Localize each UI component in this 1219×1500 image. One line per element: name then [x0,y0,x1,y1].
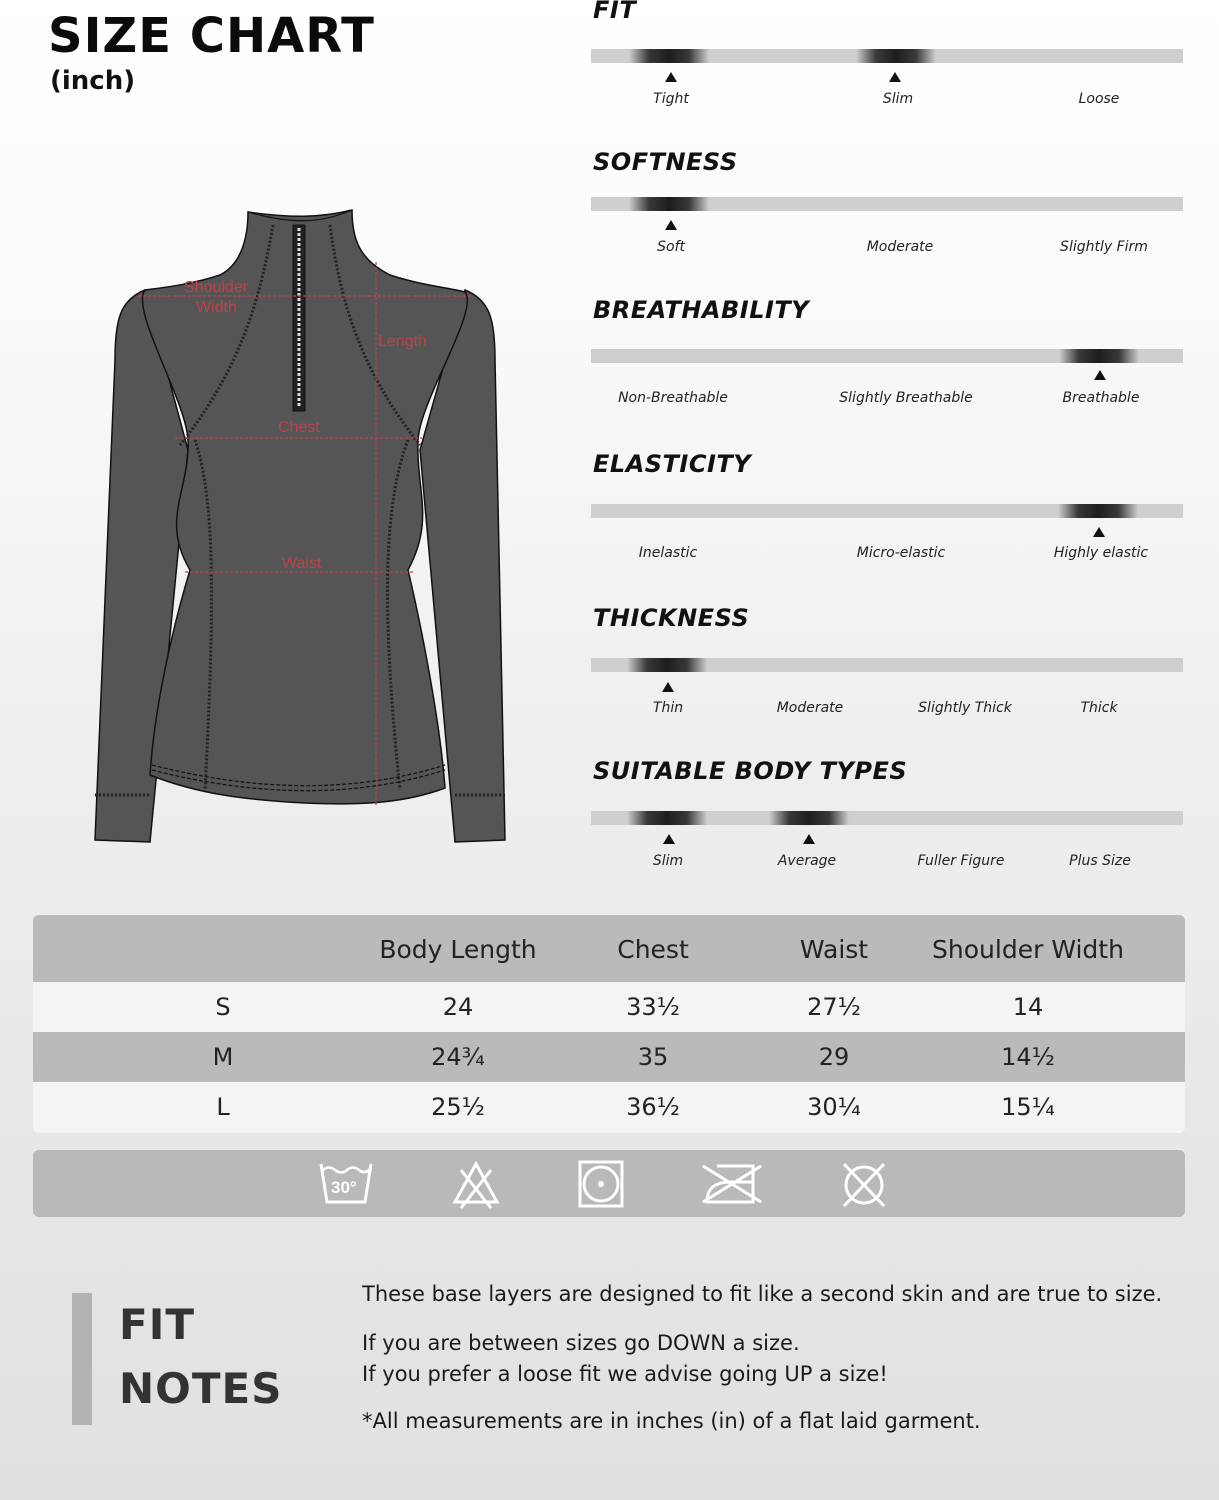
body-types-marker-average [769,811,849,825]
svg-text:30°: 30° [331,1178,357,1197]
header-waist: Waist [799,935,869,964]
size-label: S [215,993,231,1021]
triangle-up-icon [1093,527,1105,537]
fit-marker-slim [856,49,936,63]
fit-bar [591,49,1183,63]
size-table [33,915,1185,1133]
care-instructions-bar [33,1150,1185,1217]
thickness-label-moderate: Moderate [776,700,844,716]
body-types-label-fuller-figure: Fuller Figure [917,853,1005,869]
body-types-marker-slim [627,811,707,825]
elasticity-bar [591,504,1183,518]
fit-note-size-up: If you prefer a loose fit we advise going UP a size! [362,1362,888,1386]
length-label: Length [378,333,427,350]
wash-30-icon [317,1160,377,1208]
header-shoulder-width: Shoulder Width [932,935,1124,964]
waist-value: 29 [818,1043,850,1071]
table-row [33,1082,1185,1133]
fit-label-loose: Loose [1078,91,1120,107]
fit-label-slim: Slim [882,91,914,107]
softness-scale [591,148,1183,268]
no-dry-clean-icon [839,1160,889,1210]
header-chest: Chest [617,935,689,964]
fit-note-size-down: If you are between sizes go DOWN a size. [362,1331,800,1355]
triangle-up-icon [803,834,815,844]
elasticity-scale [591,450,1183,570]
thickness-label-thin: Thin [652,700,684,716]
shoulder-width-value: 14½ [1001,1043,1055,1071]
softness-label-slightly-firm: Slightly Firm [1060,239,1148,255]
tumble-dry-icon [578,1160,624,1208]
body-types-label-slim: Slim [652,853,684,869]
garment-diagram [90,200,520,860]
fit-label-tight: Tight [653,91,689,107]
body-types-bar [591,811,1183,825]
thickness-label-slightly-thick: Slightly Thick [918,700,1012,716]
breathability-marker-breathable [1059,349,1139,363]
breathability-scale [591,296,1183,416]
breathability-label-non-breathable: Non-Breathable [618,390,728,406]
page-title: SIZE CHART [48,8,375,64]
size-label: M [212,1043,234,1071]
body-length-value: 24 [442,993,474,1021]
fit-scale-title: FIT [593,0,637,24]
fit-note-true-to-size: These base layers are designed to fit like a second skin and are true to size. [362,1282,1163,1306]
breathability-scale-title: BREATHABILITY [593,296,810,324]
body-types-scale-title: SUITABLE BODY TYPES [593,757,908,785]
triangle-up-icon [663,834,675,844]
table-header-row [33,915,1185,982]
elasticity-marker-highly-elastic [1058,504,1138,518]
thickness-scale [591,604,1183,724]
table-row [33,1032,1185,1082]
body-length-value: 24¾ [431,1043,485,1071]
triangle-up-icon [665,72,677,82]
triangle-up-icon [662,682,674,692]
thickness-bar [591,658,1183,672]
softness-label-moderate: Moderate [866,239,934,255]
chest-value: 35 [637,1043,669,1071]
thickness-marker-thin [627,658,707,672]
waist-value: 27½ [807,993,861,1021]
chest-value: 36½ [626,1093,680,1121]
elasticity-scale-title: ELASTICITY [593,450,752,478]
shoulder-width-value: 15¼ [1001,1093,1055,1121]
breathability-label-slightly-breathable: Slightly Breathable [839,390,973,406]
softness-label-soft: Soft [657,239,685,255]
no-iron-icon [701,1160,763,1208]
table-row [33,982,1185,1032]
softness-scale-title: SOFTNESS [593,148,738,176]
triangle-up-icon [889,72,901,82]
chest-label: Chest [278,419,320,436]
fit-note-measurement-disclaimer: *All measurements are in inches (in) of a flat laid garment. [362,1409,981,1433]
body-types-label-plus-size: Plus Size [1069,853,1131,869]
breathability-label-breathable: Breathable [1062,390,1140,406]
softness-marker-soft [629,197,709,211]
shoulder-width-label: Shoulder [184,279,249,296]
waist-value: 30¼ [807,1093,861,1121]
elasticity-label-highly-elastic: Highly elastic [1053,545,1149,561]
header-body-length: Body Length [379,935,537,964]
waist-label: Waist [282,555,322,572]
body-types-scale [591,757,1183,877]
fit-notes-title-line2: NOTES [119,1364,283,1413]
no-bleach-icon [451,1160,501,1210]
fit-marker-tight [629,49,709,63]
softness-bar [591,197,1183,211]
shoulder-width-value: 14 [1012,993,1044,1021]
thickness-label-thick: Thick [1080,700,1118,716]
shoulder-width-label-2: Width [196,299,237,316]
fit-scale [591,0,1183,120]
triangle-up-icon [665,220,677,230]
fit-notes-accent-bar [72,1293,92,1425]
size-label: L [216,1093,230,1121]
unit-subtitle: (inch) [50,66,136,96]
thickness-scale-title: THICKNESS [593,604,750,632]
breathability-bar [591,349,1183,363]
elasticity-label-inelastic: Inelastic [638,545,698,561]
chest-value: 33½ [626,993,680,1021]
elasticity-label-micro-elastic: Micro-elastic [856,545,946,561]
triangle-up-icon [1094,370,1106,380]
body-length-value: 25½ [431,1093,485,1121]
fit-notes-title-line1: FIT [119,1300,195,1349]
body-types-label-average: Average [777,853,837,869]
half-zip-shirt-illustration [90,200,520,860]
